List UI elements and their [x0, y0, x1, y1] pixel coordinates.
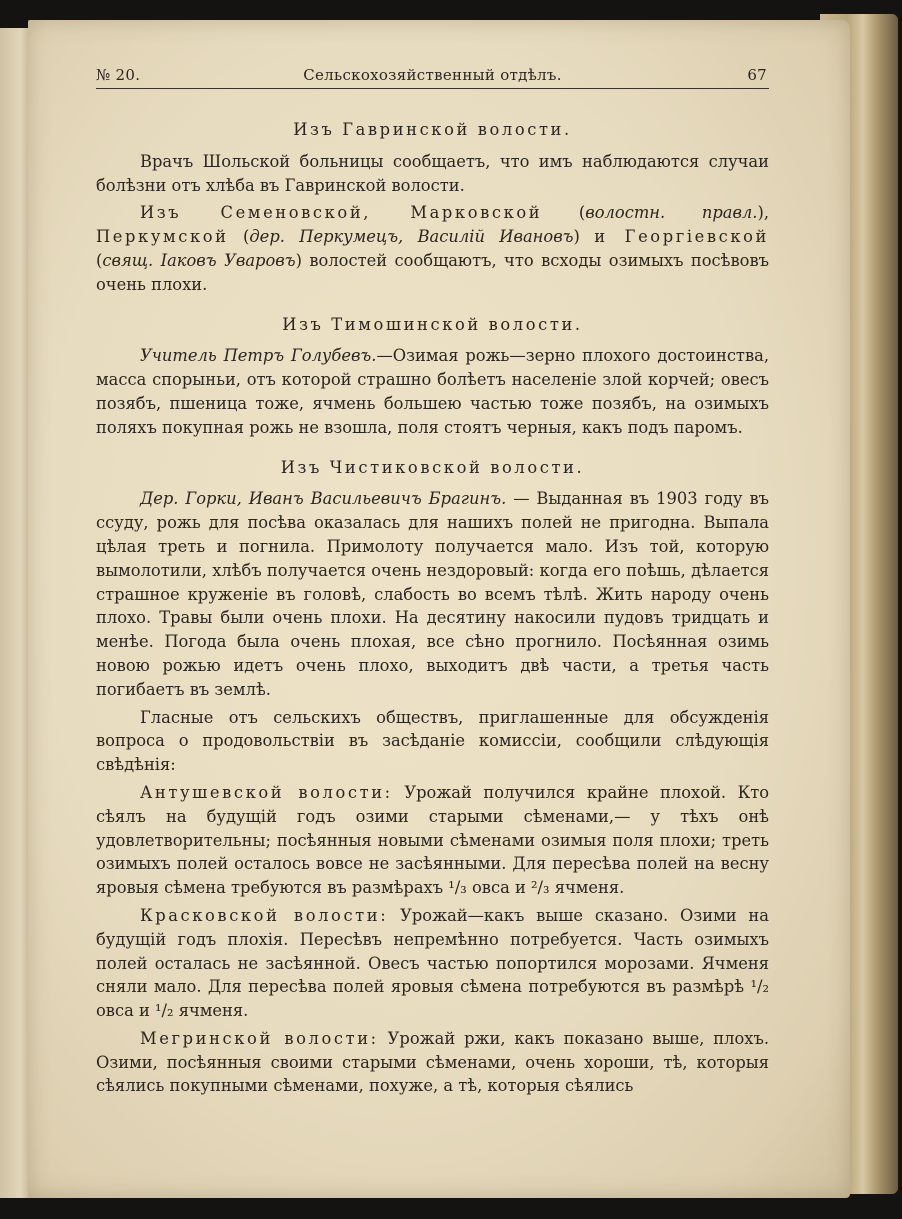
report-volost-text: Урожай—какъ выше сказано. Озими на будущій годъ плохія. Пересѣвъ непремѣнно потребуется. Часть озимыхъ полей осталась не засѣянной. Овесъ частью попортился морозами. Ячменя сняли мало. Для пересѣва полей яровыя сѣмена потребуются въ размѣрѣ ¹/₂ овса и ¹/₂ ячменя.	[96, 905, 769, 1021]
volost-name: и Георгіевской	[594, 227, 770, 247]
paragraph-tail: волостей сообщаютъ, что всходы озимыхъ посѣвовъ очень плохи.	[96, 250, 769, 294]
running-title: Сельскохозяйственный отдѣлъ.	[303, 66, 562, 84]
paragraph-volost-reports: Изъ Семеновской, Марковской (волостн. правл.), Перкумской (дер. Перкумецъ, Василій Ивановъ) и Георгіевской (свящ. Іаковъ Уваровъ) волостей сообщаютъ, что всходы озимыхъ посѣвовъ очень плохи.	[96, 203, 770, 294]
report-text: —Озимая рожь—зерно плохого достоинства, масса спорыньи, отъ которой страшно болѣетъ населеніе злой корчей; овесъ позябъ, пшеница тоже, ячмень большею частью тоже позябъ, на озимыхъ поляхъ покупная рожь не взошла, поля стоятъ черныя, какъ подъ паромъ.	[96, 346, 769, 437]
report-volost-text: Урожай получился крайне плохой. Кто сѣялъ на будущій годъ озими старыми сѣменами,— у тѣхъ онѣ удовлетворительны; посѣянныя новыми сѣменами озимыя поля плохи; треть озимыхъ полей осталось вовсе не засѣянными. Для пересѣва полей на весну яровыя сѣмена требуются въ размѣрахъ ¹/₃ овса и ²/₃ ячменя.	[96, 782, 769, 898]
header-rule	[96, 88, 769, 89]
report-megrinskaya	[96, 1027, 769, 1098]
issue-number: № 20.	[96, 66, 141, 84]
page-number: 67	[747, 66, 767, 84]
section-heading-gavrinskaya: Изъ Гавринской волости.	[293, 120, 572, 139]
volost-names: Изъ Семеновской, Марковской	[140, 203, 543, 223]
section-heading-chistikovskaya: Изъ Чистиковской волости.	[280, 457, 585, 477]
paragraph-teacher-report	[96, 344, 769, 439]
running-header	[96, 56, 769, 82]
volost-name: Перкумской	[96, 227, 229, 247]
report-volost-name: Красковской волости:	[140, 905, 389, 925]
section-heading-timoshinskaya: Изъ Тимошинской волости.	[282, 314, 583, 334]
report-text: — Выданная въ 1903 году въ ссуду, рожь для посѣва оказалась для нашихъ полей не пригодна. Выпала цѣлая треть и погнила. Примолоту получается мало. Изъ той, которую вымолотили, хлѣбъ получается очень нездоровый: когда его поѣшь, дѣлается страшное круженіе въ головѣ, слабость во всемъ тѣлѣ. Жить народу очень плохо. Травы были очень плохи. На десятину накосили пудовъ тридцать и менѣе. Погода была очень плохая, все сѣно прогнило. Посѣянная озимь новою рожью идетъ очень плохо, выходитъ двѣ части, а третья часть погибаетъ въ землѣ.	[96, 489, 769, 699]
paragraph-village-report	[96, 487, 769, 701]
paragraph-doctor-report: Врачъ Шольской больницы сообщаетъ, что имъ наблюдаются случаи болѣзни отъ хлѣба въ Гавринской волости.	[96, 151, 769, 195]
report-author: Дер. Горки, Иванъ Васильевичъ Брагинъ.	[140, 489, 507, 509]
source-note: волостн. правл.	[585, 203, 758, 223]
source-note: свящ. Іаковъ Уваровъ	[102, 250, 296, 270]
report-author: Учитель Петръ Голубевъ.	[140, 346, 377, 366]
paragraph-commission-intro: Гласные отъ сельскихъ обществъ, приглашенные для обсужденія вопроса о продовольствіи въ засѣданіе комиссіи, сообщили слѣдующія свѣдѣнія:	[96, 707, 769, 775]
source-note: дер. Перкумецъ, Василій Ивановъ	[249, 227, 574, 247]
report-antushevskaya	[96, 781, 769, 900]
article-body	[96, 112, 769, 1098]
page-content	[96, 56, 770, 1096]
report-volost-name: Антушевской волости:	[140, 782, 393, 802]
report-volost-text: Урожай ржи, какъ показано выше, плохъ. Озими, посѣянныя своими старыми сѣменами, очень хороши, тѣ, которыя сѣялись покупными сѣменами, похуже, а тѣ, которыя сѣялись	[96, 1028, 769, 1096]
report-kraskovskaya	[96, 904, 769, 1023]
report-volost-name: Мегринской волости:	[140, 1028, 379, 1048]
